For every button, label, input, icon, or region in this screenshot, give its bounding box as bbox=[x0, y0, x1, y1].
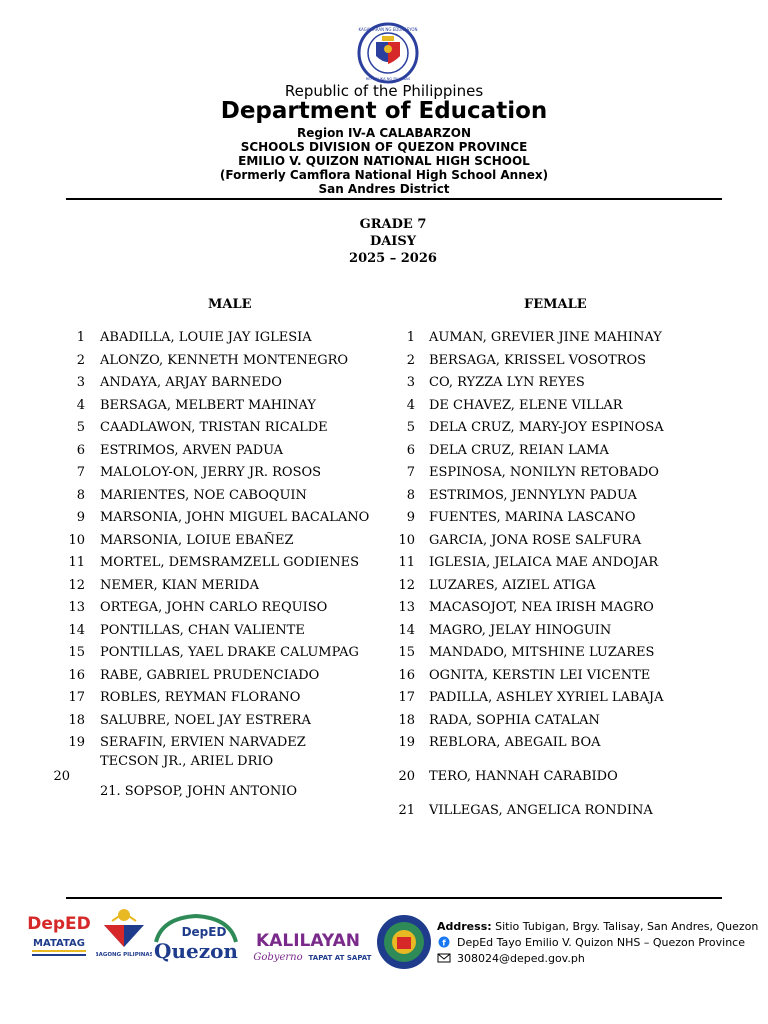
row-number: 13 bbox=[68, 600, 85, 615]
student-name: CAADLAWON, TRISTAN RICALDE bbox=[100, 420, 328, 435]
student-name: OGNITA, KERSTIN LEI VICENTE bbox=[429, 667, 651, 683]
header-divider bbox=[66, 198, 722, 200]
row-number: 17 bbox=[398, 690, 415, 705]
svg-text:Gobyerno: Gobyerno bbox=[253, 952, 303, 963]
row-number: 6 bbox=[406, 442, 415, 458]
student-name: MANDADO, MITSHINE LUZARES bbox=[429, 645, 655, 660]
region-line: Region IV-A CALABARZON bbox=[296, 126, 472, 140]
student-name: BERSAGA, MELBERT MAHINAY bbox=[100, 397, 316, 413]
row-number: 21 bbox=[398, 803, 415, 818]
svg-text:DepED: DepED bbox=[28, 914, 90, 934]
row-number: 4 bbox=[406, 397, 415, 413]
student-name: NEMER, KIAN MERIDA bbox=[100, 577, 259, 593]
student-name: RABE, GABRIEL PRUDENCIADO bbox=[100, 667, 320, 683]
row-number: 11 bbox=[68, 555, 85, 570]
row-number: 7 bbox=[406, 465, 415, 480]
division-line: SCHOOLS DIVISION OF QUEZON PROVINCE bbox=[240, 140, 528, 154]
row-number: 20 bbox=[53, 769, 70, 784]
student-name: DELA CRUZ, MARY-JOY ESPINOSA bbox=[429, 420, 664, 435]
row-number: 4 bbox=[76, 397, 85, 413]
svg-text:REPUBLIKA NG PILIPINAS: REPUBLIKA NG PILIPINAS bbox=[365, 77, 411, 81]
row-number: 11 bbox=[398, 555, 415, 570]
student-name: LUZARES, AIZIEL ATIGA bbox=[429, 577, 596, 593]
student-name: MARIENTES, NOE CABOQUIN bbox=[100, 487, 307, 503]
row-number: 9 bbox=[406, 510, 415, 525]
row-number: 3 bbox=[406, 375, 415, 390]
footer-divider bbox=[66, 897, 722, 899]
address-label: Address: bbox=[437, 920, 492, 933]
student-name: ANDAYA, ARJAY BARNEDO bbox=[100, 375, 282, 390]
student-name: GARCIA, JONA ROSE SALFURA bbox=[429, 532, 642, 548]
student-name: ORTEGA, JOHN CARLO REQUISO bbox=[100, 600, 328, 615]
row-number: 14 bbox=[68, 622, 85, 638]
svg-text:MATATAG: MATATAG bbox=[33, 938, 85, 949]
department-heading: Department of Education bbox=[220, 98, 548, 124]
svg-text:DepED: DepED bbox=[181, 925, 227, 939]
row-number: 13 bbox=[398, 600, 415, 615]
student-name: MALOLOY-ON, JERRY JR. ROSOS bbox=[100, 465, 322, 480]
student-name: 21. SOPSOP, JOHN ANTONIO bbox=[100, 784, 298, 799]
row-number: 18 bbox=[398, 712, 415, 728]
student-name: TECSON JR., ARIEL DRIO bbox=[100, 754, 274, 769]
facebook-page-name[interactable]: DepEd Tayo Emilio V. Quizon NHS – Quezon Province bbox=[457, 936, 745, 949]
row-number: 1 bbox=[406, 330, 415, 345]
student-name: FUENTES, MARINA LASCANO bbox=[429, 510, 636, 525]
deped-seal-logo bbox=[354, 22, 422, 84]
student-name: TERO, HANNAH CARABIDO bbox=[429, 769, 618, 784]
student-name: MORTEL, DEMSRAMZELL GODIENES bbox=[100, 555, 359, 570]
row-number: 10 bbox=[68, 532, 85, 548]
row-number: 19 bbox=[398, 735, 415, 750]
school-seal-logo bbox=[375, 913, 433, 971]
student-name: ALONZO, KENNETH MONTENEGRO bbox=[100, 352, 349, 368]
facebook-icon bbox=[437, 936, 451, 948]
student-name: MARSONIA, JOHN MIGUEL BACALANO bbox=[100, 510, 370, 525]
facebook-line[interactable] bbox=[437, 936, 745, 949]
row-number: 14 bbox=[398, 622, 415, 638]
svg-text:KALILAYAN: KALILAYAN bbox=[256, 931, 360, 951]
row-number: 17 bbox=[68, 690, 85, 705]
student-name: CO, RYZZA LYN REYES bbox=[429, 375, 585, 390]
student-name: VILLEGAS, ANGELICA RONDINA bbox=[429, 803, 653, 818]
row-number: 2 bbox=[76, 352, 85, 368]
email-address[interactable]: 308024@deped.gov.ph bbox=[457, 952, 585, 965]
kalilayan-logo bbox=[244, 928, 372, 966]
student-name: RADA, SOPHIA CATALAN bbox=[429, 712, 600, 728]
row-number: 5 bbox=[76, 420, 85, 435]
student-name: MACASOJOT, NEA IRISH MAGRO bbox=[429, 600, 654, 615]
row-number: 15 bbox=[398, 645, 415, 660]
email-icon bbox=[437, 952, 451, 964]
row-number: 1 bbox=[76, 330, 85, 345]
row-number: 10 bbox=[398, 532, 415, 548]
student-name: PONTILLAS, CHAN VALIENTE bbox=[100, 622, 305, 638]
republic-heading: Republic of the Philippines bbox=[284, 82, 484, 100]
address-line bbox=[437, 920, 758, 933]
row-number: 12 bbox=[398, 577, 415, 593]
student-name: IGLESIA, JELAICA MAE ANDOJAR bbox=[429, 555, 659, 570]
school-year: 2025 – 2026 bbox=[349, 251, 437, 266]
deped-matatag-logo bbox=[28, 907, 90, 963]
student-name: ABADILLA, LOUIE JAY IGLESIA bbox=[100, 330, 312, 345]
row-number: 2 bbox=[406, 352, 415, 368]
student-name: SERAFIN, ERVIEN NARVADEZ bbox=[100, 735, 306, 750]
district-line: San Andres District bbox=[318, 182, 450, 196]
student-name: BERSAGA, KRISSEL VOSOTROS bbox=[429, 352, 647, 368]
student-name: MARSONIA, LOIUE EBAÑEZ bbox=[100, 532, 294, 548]
row-number: 15 bbox=[68, 645, 85, 660]
student-name: DELA CRUZ, REIAN LAMA bbox=[429, 442, 609, 458]
female-student-list bbox=[385, 330, 725, 820]
row-number: 8 bbox=[406, 487, 415, 503]
svg-text:f: f bbox=[442, 938, 446, 948]
student-name: ESPINOSA, NONILYN RETOBADO bbox=[429, 465, 659, 480]
row-number: 6 bbox=[76, 442, 85, 458]
row-number: 5 bbox=[406, 420, 415, 435]
row-number: 19 bbox=[68, 735, 85, 750]
male-column-header: MALE bbox=[208, 297, 252, 312]
section-name: DAISY bbox=[369, 234, 417, 249]
student-name: ROBLES, REYMAN FLORANO bbox=[100, 690, 301, 705]
row-number: 16 bbox=[398, 667, 415, 683]
svg-text:Quezon: Quezon bbox=[154, 939, 238, 963]
email-line[interactable] bbox=[437, 952, 585, 965]
row-number: 8 bbox=[76, 487, 85, 503]
row-number: 18 bbox=[68, 712, 85, 728]
student-name: SALUBRE, NOEL JAY ESTRERA bbox=[100, 712, 311, 728]
svg-text:BAGONG PILIPINAS: BAGONG PILIPINAS bbox=[96, 952, 152, 958]
student-name: REBLORA, ABEGAIL BOA bbox=[429, 735, 601, 750]
school-name: EMILIO V. QUIZON NATIONAL HIGH SCHOOL bbox=[238, 154, 530, 168]
row-number: 20 bbox=[398, 769, 415, 784]
row-number: 12 bbox=[68, 577, 85, 593]
student-name: PADILLA, ASHLEY XYRIEL LABAJA bbox=[429, 690, 664, 705]
student-name: AUMAN, GREVIER JINE MAHINAY bbox=[429, 330, 662, 345]
student-name: ESTRIMOS, JENNYLYN PADUA bbox=[429, 487, 637, 503]
bagong-pilipinas-logo bbox=[96, 903, 152, 959]
student-name: ESTRIMOS, ARVEN PADUA bbox=[100, 442, 284, 458]
row-number: 16 bbox=[68, 667, 85, 683]
row-number: 7 bbox=[76, 465, 85, 480]
female-column-header: FEMALE bbox=[524, 297, 587, 312]
former-name: (Formerly Camflora National High School Annex) bbox=[219, 168, 549, 182]
grade-level: GRADE 7 bbox=[359, 217, 427, 232]
row-number: 9 bbox=[76, 510, 85, 525]
svg-text:TAPAT AT SAPAT: TAPAT AT SAPAT bbox=[308, 954, 372, 962]
student-name: MAGRO, JELAY HINOGUIN bbox=[429, 622, 612, 638]
student-name: DE CHAVEZ, ELENE VILLAR bbox=[429, 397, 623, 413]
student-name: PONTILLAS, YAEL DRAKE CALUMPAG bbox=[100, 645, 359, 660]
svg-text:KAGAWARAN NG EDUKASYON: KAGAWARAN NG EDUKASYON bbox=[358, 27, 418, 32]
deped-quezon-logo bbox=[152, 912, 240, 966]
male-student-list bbox=[55, 330, 385, 810]
address-value: Sitio Tubigan, Brgy. Talisay, San Andres, Quezon bbox=[495, 920, 759, 933]
row-number: 3 bbox=[76, 375, 85, 390]
